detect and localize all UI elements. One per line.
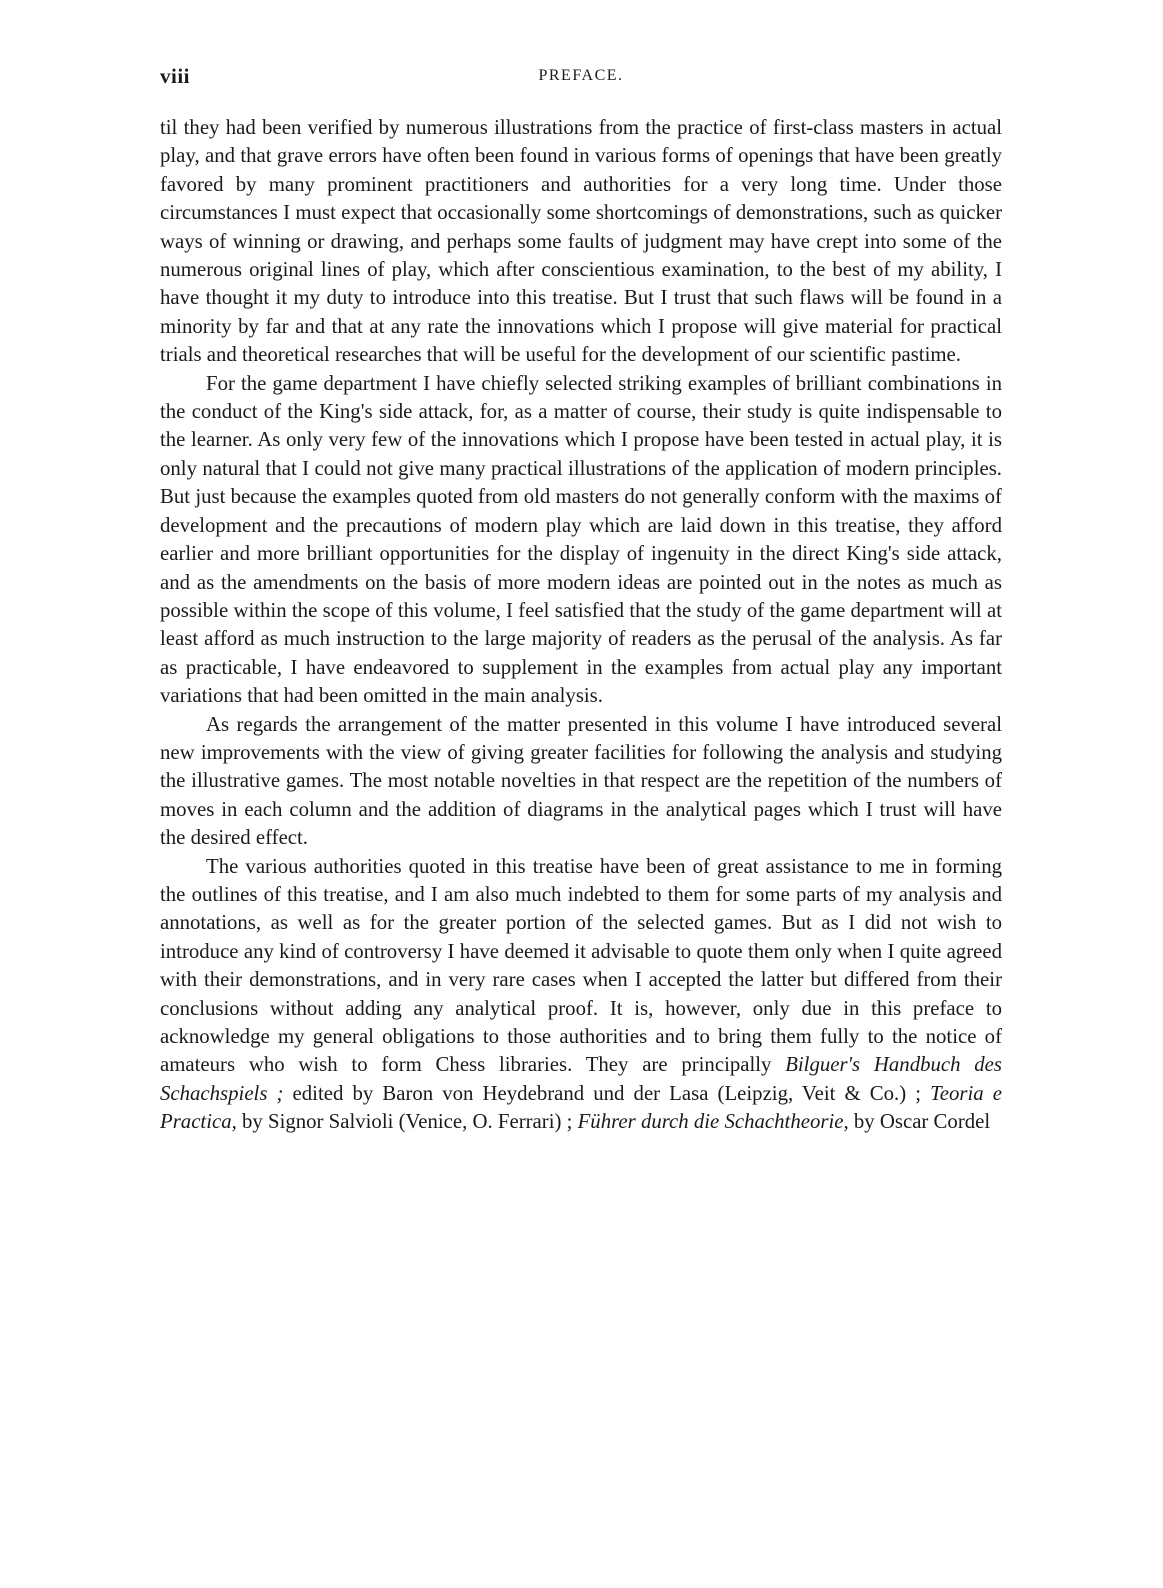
work-detail-bilguer: edited by Baron von Heydebrand und der Lasa (Leipzig, Veit & Co.) ; — [292, 1081, 922, 1105]
paragraph-1: til they had been verified by numerous illustrations from the practice of first-class masters in actual play, and that grave errors have often been found in various forms of openings that have been greatly favored by many prominent practitioners and authorities for a very long time. Under those circumstances I must expect that occasionally some shortcomings of demonstrations, such as quicker ways of winning or drawing, and perhaps some faults of judgment may have crept into some of the numerous original lines of play, which after conscientious examination, to the best of my ability, I have thought it my duty to introduce into this treatise. But I trust that such flaws will be found in a minority by far and that at any rate the innovations which I propose will give material for practical trials and theoretical researches that will be useful for the development of our scientific pastime. — [160, 116, 1002, 367]
work-detail-salvioli: by Signor Salvioli (Venice, O. Ferrari) ; — [242, 1110, 573, 1134]
work-title-salvioli: Teoria e Practica, — [160, 1081, 1002, 1134]
page-number: viii — [160, 64, 191, 88]
paragraph-3: As regards the arrangement of the matter presented in this volume I have introduced several new improvements with the view of giving greater facilities for following the analysis and studying the illustrative games. The most notable novelties in that respect are the repetition of the numbers of moves in each column and the addition of diagrams in the analytical pages which I trust will have the desired effect. — [160, 712, 1002, 850]
body-text — [160, 114, 1002, 1137]
paragraph-4-text: The various authorities quoted in this treatise have been of great assistance to me in forming the outlines of this treatise, and I am also much indebted to them for some parts of my analysis and annotations, as well as for the greater portion of the selected games. But as I did not wish to introduce any kind of controversy I have deemed it advisable to quote them only when I quite agreed with their demonstrations, and in very rare cases when I accepted the latter but differed from their conclusions without adding any analytical proof. It is, however, only due in this preface to acknowledge my general obligations to those authorities and to bring them fully to the notice of amateurs who wish to form Chess libraries. They are principally — [160, 854, 1002, 1077]
page-header — [160, 64, 1002, 88]
work-title-bilguer: Bilguer's Handbuch des Schachspiels ; — [160, 1053, 1002, 1105]
work-title-cordel: Führer durch die Schachtheorie, — [577, 1110, 849, 1134]
work-detail-cordel: by Oscar Cordel — [853, 1110, 991, 1134]
paragraph-4 — [160, 853, 1002, 1137]
paragraph-2: For the game department I have chiefly selected striking examples of brilliant combinations in the conduct of the King's side attack, for, as a matter of course, their study is quite indispensable to the learner. As only very few of the innovations which I propose have been tested in actual play, it is only natural that I could not give many practical illustrations of the application of modern principles. But just because the examples quoted from old masters do not generally conform with the maxims of development and the precautions of modern play which are laid down in this treatise, they afford earlier and more brilliant opportunities for the display of ingenuity in the direct King's side attack, and as the amendments on the basis of more modern ideas are pointed out in the notes as much as possible within the scope of this volume, I feel satisfied that the study of the game department will at least afford as much instruction to the large majority of readers as the perusal of the analysis. As far as practicable, I have endeavored to supplement in the examples from actual play any important variations that had been omitted in the main analysis. — [160, 371, 1002, 708]
running-title: PREFACE. — [538, 67, 624, 84]
